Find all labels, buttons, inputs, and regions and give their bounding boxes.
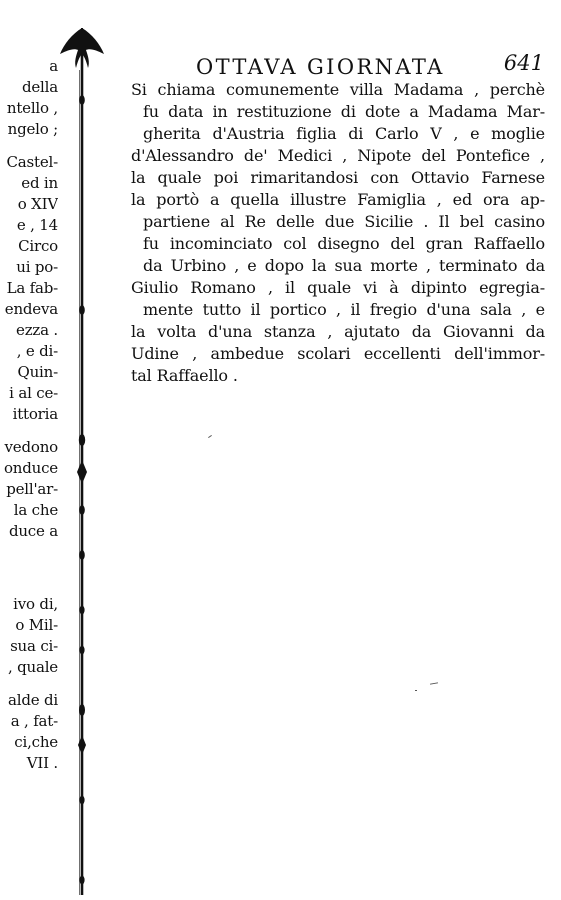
text-line: la quale poi rimaritandosi con Ottavio Farnese xyxy=(131,168,545,187)
text-line: Udine , ambedue scolari eccellenti dell'immor- xyxy=(131,344,545,363)
fragment-line: la che xyxy=(13,501,58,519)
fragment-line: La fab- xyxy=(6,279,58,297)
paper-speck xyxy=(415,690,417,691)
fragment-line: i al ce- xyxy=(9,384,58,402)
text-line: partiene al Re delle due Sicilie . Il bel casino xyxy=(143,212,545,231)
text-line: fu data in restituzione di dote a Madama Mar- xyxy=(143,102,545,121)
text-line: fu incominciato col disegno del gran Raffaello xyxy=(143,234,545,253)
fragment-line: Circo xyxy=(18,237,58,255)
fragment-line: vedono xyxy=(4,438,58,456)
binding-spine-illustration xyxy=(58,10,106,895)
text-line: gherita d'Austria figlia di Carlo V , e moglie xyxy=(143,124,545,143)
text-line: da Urbino , e dopo la sua morte , terminato da xyxy=(143,256,545,275)
fragment-line: a , fat- xyxy=(10,712,58,730)
fragment-line: VII . xyxy=(26,754,58,772)
fragment-line: Quin- xyxy=(17,363,58,381)
body-paragraph xyxy=(131,79,545,387)
fragment-line: ci,che xyxy=(14,733,58,751)
text-line: tal Raffaello . xyxy=(131,366,238,385)
text-line: Giulio Romano , il quale vi à dipinto egregia- xyxy=(131,278,545,297)
facing-page-fragment xyxy=(0,56,58,774)
text-line: la volta d'una stanza , ajutato da Giovanni da xyxy=(131,322,545,341)
fragment-line: e , 14 xyxy=(16,216,58,234)
fragment-line: della xyxy=(21,78,58,96)
fragment-line: ezza . xyxy=(16,321,58,339)
fragment-line: onduce xyxy=(3,459,58,477)
fragment-line: ngelo ; xyxy=(7,120,58,138)
fragment-line: ittoria xyxy=(12,405,58,423)
fragment-line: sua ci- xyxy=(10,637,58,655)
fragment-line: ui po- xyxy=(16,258,58,276)
page-number: 641 xyxy=(503,51,544,75)
paper-speck xyxy=(208,435,212,438)
fragment-line: , e di- xyxy=(16,342,58,360)
text-line: la portò a quella illustre Famiglia , ed ora ap- xyxy=(131,190,545,209)
text-line: d'Alessandro de' Medici , Nipote del Pontefice , xyxy=(131,146,545,165)
fragment-line: Castel- xyxy=(6,153,58,171)
fragment-line: , quale xyxy=(7,658,58,676)
fragment-line: endeva xyxy=(4,300,58,318)
text-line: Si chiama comunemente villa Madama , perchè xyxy=(131,80,545,99)
fragment-line: alde di xyxy=(8,691,58,709)
text-line: mente tutto il portico , il fregio d'una sala , e xyxy=(143,300,545,319)
fragment-line: ivo di, xyxy=(13,595,58,613)
fragment-line: duce a xyxy=(8,522,58,540)
fragment-line: o Mil- xyxy=(15,616,58,634)
fragment-line: ntello , xyxy=(6,99,58,117)
fragment-line: o XIV xyxy=(17,195,58,213)
fragment-line: ed in xyxy=(21,174,58,192)
chapter-title: OTTAVA GIORNATA xyxy=(196,55,445,79)
paper-speck xyxy=(430,682,438,684)
running-header xyxy=(130,51,550,79)
fragment-line: a xyxy=(49,57,58,75)
fragment-line: pell'ar- xyxy=(6,480,58,498)
